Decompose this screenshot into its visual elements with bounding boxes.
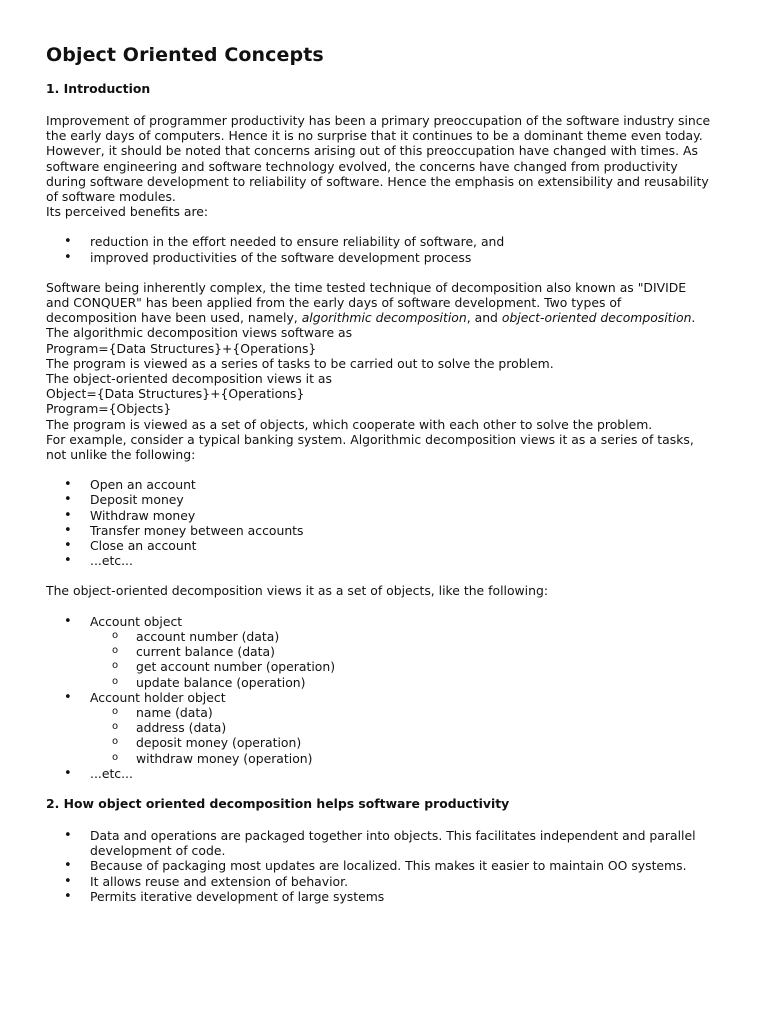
list-item-account-holder-object — [46, 690, 730, 766]
list-item: • ...etc... — [46, 553, 730, 568]
sub-list-item: o name (data) — [46, 705, 730, 720]
object-members-list — [46, 629, 730, 690]
text-line: and CONQUER" has been applied from the early days of software development. Two types of — [46, 295, 622, 311]
sub-list-item: o deposit money (operation) — [46, 735, 730, 750]
text-line: The object-oriented decomposition views it as — [46, 371, 332, 387]
text-line: software engineering and software technology evolved, the concerns have changed from productivity — [46, 158, 678, 174]
text-line: However, it should be noted that concerns arising out of this preoccupation have changed with times. As — [46, 143, 698, 159]
text-line: The program is viewed as a set of objects, which cooperate with each other to solve the problem. — [46, 416, 653, 432]
productivity-list — [46, 828, 730, 904]
text-line: Improvement of programmer productivity has been a primary preoccupation of the software industry since — [46, 113, 711, 128]
text-line — [46, 310, 730, 325]
objects-list — [46, 614, 730, 781]
list-item: • ...etc... — [46, 766, 730, 781]
sub-list-item: o withdraw money (operation) — [46, 751, 730, 766]
benefits-list — [46, 234, 730, 264]
decomposition-paragraph — [46, 280, 730, 462]
formula-line: Program={Objects} — [46, 401, 172, 417]
text-line: not unlike the following: — [46, 447, 196, 463]
text-line: • Data and operations are packaged together into objects. This facilitates independent and parallel — [90, 827, 696, 843]
list-item: • Close an account — [46, 538, 730, 553]
list-item — [46, 828, 730, 858]
text-line: The program is viewed as a series of tasks to be carried out to solve the problem. — [46, 355, 554, 371]
list-item: • Open an account — [46, 477, 730, 492]
object-oriented-decomposition-term: object-oriented decomposition — [501, 310, 692, 326]
list-item: • Withdraw money — [46, 508, 730, 523]
list-item: • Deposit money — [46, 492, 730, 507]
list-item: • Permits iterative development of large systems — [46, 889, 730, 904]
algorithmic-decomposition-term: algorithmic decomposition — [301, 310, 467, 326]
list-item: • Because of packaging most updates are localized. This makes it easier to maintain OO systems. — [46, 858, 730, 873]
text-line: Software being inherently complex, the time tested technique of decomposition also known as "DIVIDE — [46, 279, 687, 295]
object-label: Account holder object — [90, 689, 226, 705]
page-title: Object Oriented Concepts — [46, 44, 324, 66]
section-heading-introduction: 1. Introduction — [46, 81, 151, 96]
oo-intro-paragraph: The object-oriented decomposition views it as a set of objects, like the following: — [46, 583, 549, 599]
text-span: , and — [466, 310, 502, 326]
text-line: of software modules. — [46, 189, 176, 205]
list-item: • It allows reuse and extension of behavior. — [46, 874, 730, 889]
text-line: For example, consider a typical banking system. Algorithmic decomposition views it as a series of tasks, — [46, 431, 694, 447]
list-item-account-object — [46, 614, 730, 690]
text-line: during software development to reliability of software. Hence the emphasis on extensibility and reusability — [46, 173, 709, 189]
document-body — [46, 42, 730, 904]
list-item: • improved productivities of the software development process — [46, 250, 730, 265]
intro-paragraph — [46, 113, 730, 219]
section-heading-productivity: 2. How object oriented decomposition helps software productivity — [46, 795, 510, 811]
text-line: Its perceived benefits are: — [46, 204, 209, 220]
text-line: The algorithmic decomposition views software as — [46, 325, 353, 341]
object-members-list — [46, 705, 730, 766]
text-span: decomposition have been used, namely, — [46, 310, 302, 326]
formula-line: Object={Data Structures}+{Operations} — [46, 386, 305, 402]
tasks-list — [46, 477, 730, 568]
sub-list-item: o current balance (data) — [46, 644, 730, 659]
list-item: • Transfer money between accounts — [46, 523, 730, 538]
text-line: development of code. — [90, 843, 226, 859]
sub-list-item: o update balance (operation) — [46, 675, 730, 690]
object-label: Account object — [90, 613, 183, 629]
list-item: • reduction in the effort needed to ensure reliability of software, and — [46, 234, 730, 249]
sub-list-item: o address (data) — [46, 720, 730, 735]
text-span: . — [691, 310, 696, 326]
sub-list-item: o account number (data) — [46, 629, 730, 644]
formula-line: Program={Data Structures}+{Operations} — [46, 340, 317, 356]
text-line: the early days of computers. Hence it is no surprise that it continues to be a dominant theme even today. — [46, 128, 703, 144]
sub-list-item: o get account number (operation) — [46, 659, 730, 674]
